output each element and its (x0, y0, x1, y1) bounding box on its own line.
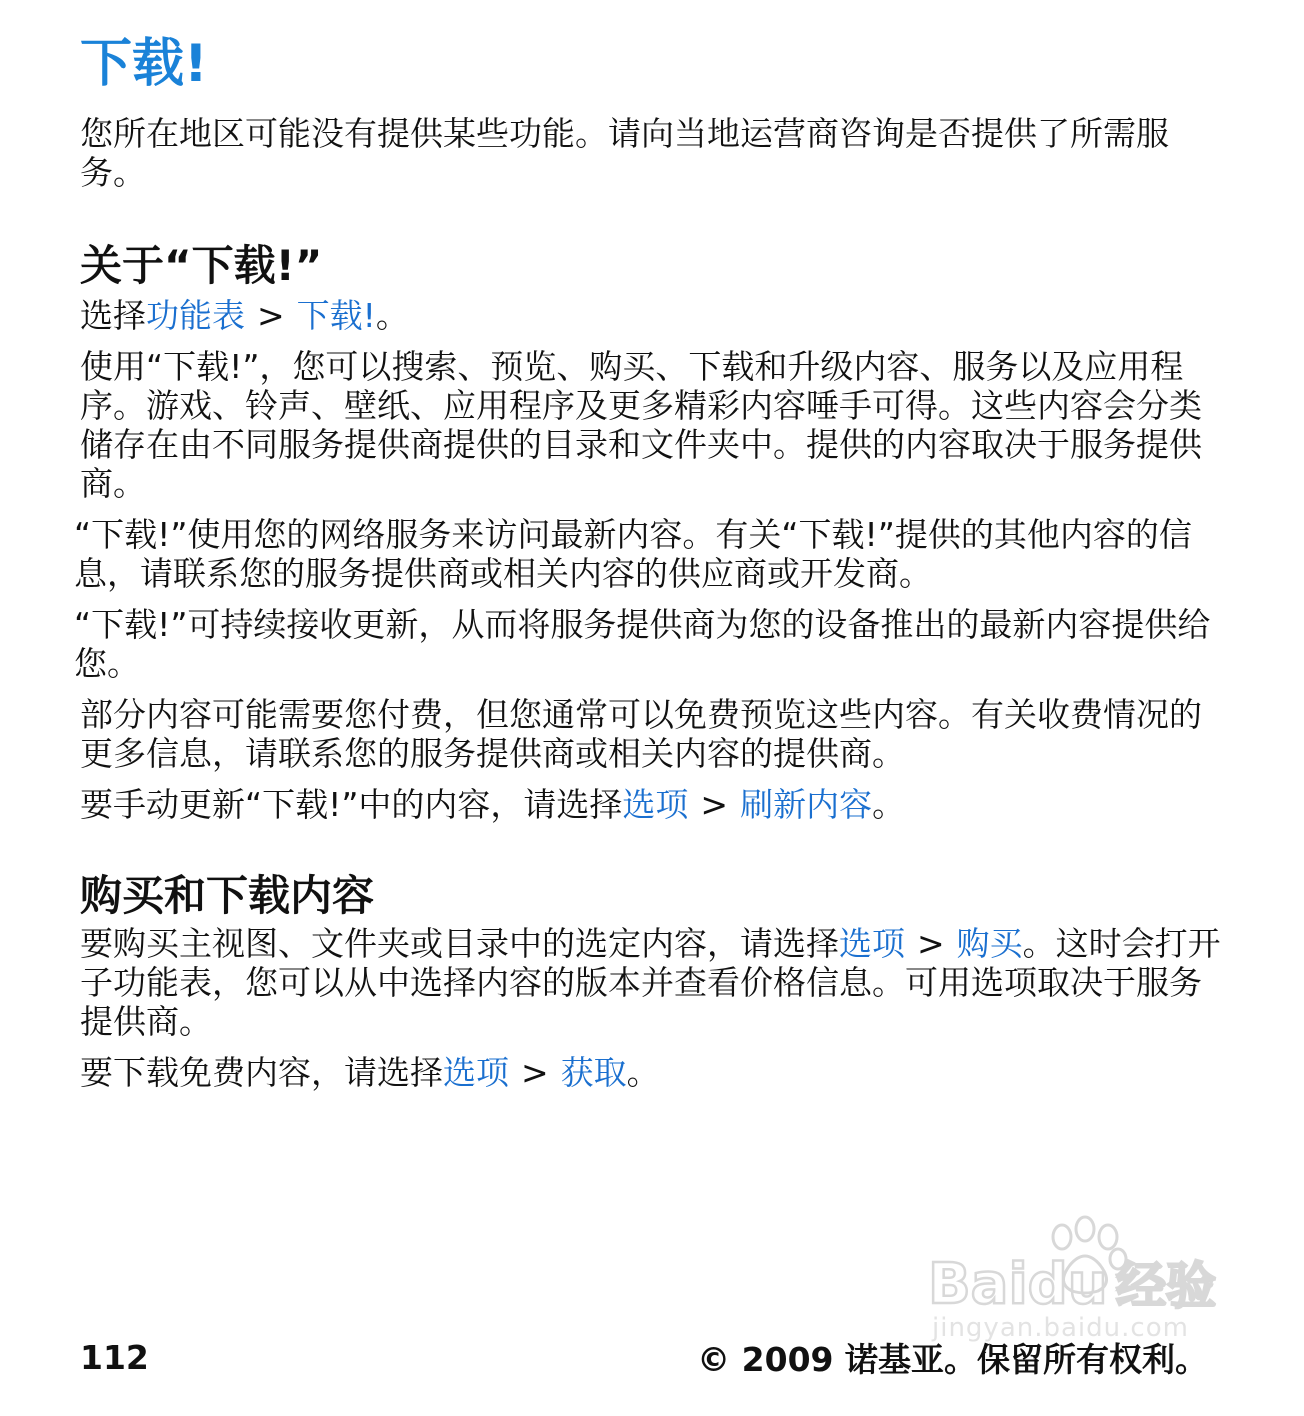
menu-path-prefix: 选择 (80, 296, 146, 335)
watermark-brand: Baidu (928, 1252, 1108, 1315)
refresh-instruction (80, 785, 1230, 824)
free-options-link[interactable]: 选项 (443, 1053, 509, 1092)
free-download-instruction (80, 1053, 1230, 1092)
buy-instruction (80, 924, 1230, 1041)
watermark-url: jingyan.baidu.com (932, 1313, 1189, 1343)
menu-path-end: 。 (375, 296, 409, 335)
about-paragraph-1: 使用“下载!”，您可以搜索、预览、购买、下载和升级内容、服务以及应用程序。游戏、铃声、壁纸、应用程序及更多精彩内容唾手可得。这些内容会分类储存在由不同服务提供商提供的目录和文件夹中。提供的内容取决于服务提供商。 (80, 347, 1202, 503)
buy-instruction-suffix: 。这时会打开子功能表，您可以从中选择内容的版本并查看价格信息。可用选项取决于服务提供商。 (80, 924, 1221, 1041)
page-content (74, 30, 1230, 1092)
baidu-jingyan-watermark (920, 1215, 1230, 1345)
page-number: 112 (80, 1337, 149, 1377)
about-paragraph-3: “下载!”可持续接收更新，从而将服务提供商为您的设备推出的最新内容提供给您。 (74, 605, 1211, 683)
copyright-notice: © 2009 诺基亚。保留所有权利。 (697, 1339, 1208, 1379)
about-paragraph-4: 部分内容可能需要您付费，但您通常可以免费预览这些内容。有关收费情况的更多信息，请联系您的服务提供商或相关内容的提供商。 (80, 695, 1202, 773)
menu-path-separator: > (257, 296, 285, 335)
watermark-brand-cn: 经验 (1116, 1257, 1216, 1315)
get-link[interactable]: 获取 (560, 1053, 627, 1092)
buy-path-separator: > (917, 924, 945, 963)
baidu-paw-logo-icon (920, 1215, 1230, 1315)
refresh-content-link[interactable]: 刷新内容 (740, 785, 873, 824)
free-path-separator: > (521, 1053, 549, 1092)
free-download-prefix: 要下载免费内容，请选择 (80, 1053, 443, 1092)
menu-link-functions[interactable]: 功能表 (146, 296, 245, 335)
free-download-end: 。 (626, 1053, 660, 1092)
section-heading-buy: 购买和下载内容 (80, 871, 375, 920)
menu-path (80, 296, 1230, 335)
page-footer (80, 1335, 1208, 1379)
buy-link[interactable]: 购买 (956, 924, 1023, 963)
section-heading-about: 关于“下载!” (80, 241, 323, 290)
intro-paragraph: 您所在地区可能没有提供某些功能。请向当地运营商咨询是否提供了所需服务。 (80, 114, 1169, 192)
refresh-instruction-prefix: 要手动更新“下载!”中的内容，请选择 (80, 785, 623, 824)
buy-instruction-prefix: 要购买主视图、文件夹或目录中的选定内容，请选择 (80, 924, 839, 963)
refresh-path-separator: > (700, 785, 729, 824)
page-title: 下载! (80, 34, 208, 94)
menu-link-download[interactable]: 下载! (296, 296, 376, 335)
buy-options-link[interactable]: 选项 (839, 924, 905, 963)
refresh-instruction-end: 。 (872, 785, 906, 824)
about-paragraph-2: “下载!”使用您的网络服务来访问最新内容。有关“下载!”提供的其他内容的信息，请联系您的服务提供商或相关内容的供应商或开发商。 (74, 515, 1192, 593)
options-link[interactable]: 选项 (622, 785, 689, 824)
